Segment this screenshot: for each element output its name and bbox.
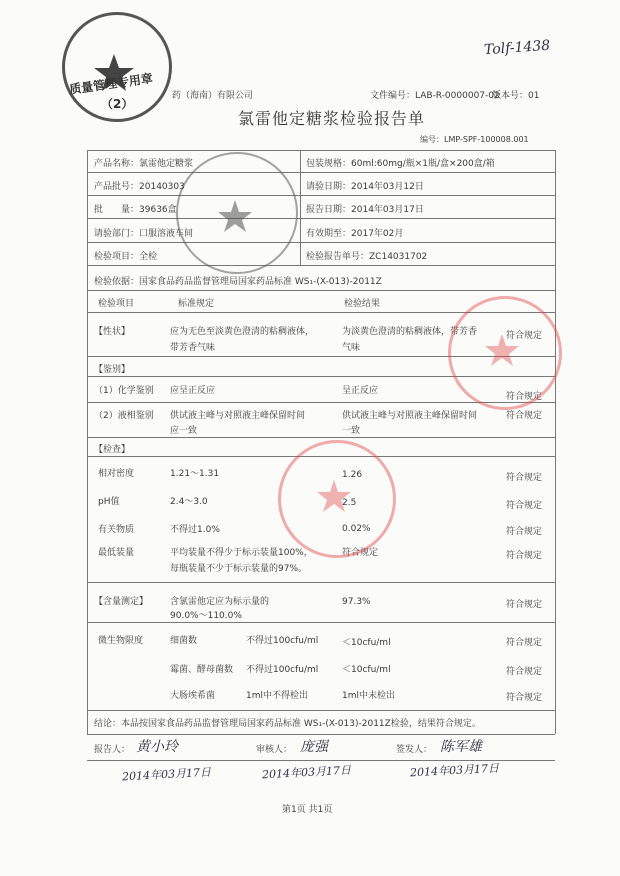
- conclusion-cell: 符合规定: [506, 501, 543, 511]
- qa-stamp: [62, 12, 172, 122]
- conclusion-cell: 符合规定: [506, 411, 543, 421]
- info-label: 请验日期：: [306, 182, 352, 192]
- red-seal-star-icon: [448, 296, 556, 404]
- company-stamp-star-icon: [176, 152, 294, 270]
- table-row: 不得过1.0%: [170, 525, 220, 535]
- version-number: 版本号：01: [492, 91, 540, 101]
- conclusion-cell: 符合规定: [506, 473, 543, 483]
- conclusion-cell: 符合规定: [506, 527, 543, 537]
- section-appearance: 【性状】: [94, 327, 131, 337]
- reviewer-label: 审核人：: [256, 745, 293, 755]
- red-seal-right: [448, 296, 562, 410]
- table-row: ＜10cfu/ml: [342, 665, 391, 675]
- table-row: 0.02%: [342, 524, 371, 534]
- red-seal-center-star-icon: [278, 440, 390, 552]
- table-row: pH值: [98, 497, 120, 507]
- table-row: 微生物限度: [98, 636, 144, 646]
- test-basis: 检验依据：国家食品药品监督管理局国家药品标准 WS₁-(X-013)-2011Z: [94, 277, 382, 287]
- request-department: 口服溶液车间: [139, 229, 194, 239]
- section-assay: 【含量测定】: [94, 597, 149, 607]
- batch-number: 20140303: [139, 182, 185, 192]
- info-label: 检验项目：: [94, 252, 140, 262]
- conclusion-cell: 符合规定: [506, 392, 543, 402]
- info-label: 产品批号：: [94, 182, 140, 192]
- batch-size: 39636盒: [139, 205, 177, 215]
- table-row: 气味: [342, 343, 361, 353]
- table-row: 一致: [342, 426, 361, 436]
- reviewer-date: 2014年03月17日: [261, 763, 352, 782]
- request-date: 2014年03月12日: [351, 182, 424, 192]
- table-row: 为淡黄色澄清的粘稠液体，带芳香: [342, 327, 478, 337]
- table-row: 不得过100cfu/ml: [246, 636, 319, 646]
- company-stamp: [176, 152, 298, 274]
- table-row: （2）液相鉴别: [94, 411, 154, 421]
- table-row: 每瓶装量不少于标示装量的97%。: [170, 564, 308, 574]
- conclusion-text: 结论：本品按国家食品药品监督管理局国家药品标准 WS₁-(X-013)-2011Z检验，结果符合规定。: [94, 719, 481, 729]
- table-row: 带芳香气味: [170, 343, 216, 353]
- table-row: 有关物质: [98, 525, 135, 535]
- col-header-standard: 标准规定: [178, 299, 215, 309]
- table-row: 1.21～1.31: [170, 469, 220, 479]
- col-header-item: 检验项目: [98, 299, 135, 309]
- conclusion-cell: 符合规定: [506, 331, 543, 341]
- table-row: 最低装量: [98, 548, 135, 558]
- stamp-number: （2）: [101, 97, 134, 111]
- table-row: 大肠埃希菌: [170, 691, 216, 701]
- info-label: 产品名称：: [94, 159, 140, 169]
- table-row: 2.5: [342, 498, 357, 508]
- handwritten-mark: Tolf-1438: [483, 37, 551, 59]
- table-row: 应为无色至淡黄色澄清的粘稠液体，: [170, 327, 315, 337]
- section-inspection: 【检查】: [94, 445, 131, 455]
- expiry-date: 2017年02月: [351, 229, 404, 239]
- approver-signature: 陈军雄: [440, 739, 482, 755]
- conclusion-cell: 符合规定: [506, 600, 543, 610]
- conclusion-cell: 符合规定: [506, 693, 543, 703]
- table-row: 霉菌、酵母菌数: [170, 665, 234, 675]
- stamp-text: 质量管理专用章: [68, 71, 154, 97]
- reporter-date: 2014年03月17日: [121, 765, 212, 784]
- test-item: 全检: [139, 252, 158, 262]
- table-row: 不得过100cfu/ml: [246, 665, 319, 675]
- company-name: 药（海南）有限公司: [172, 91, 254, 101]
- table-row: 90.0%～110.0%: [170, 611, 242, 621]
- table-row: 呈正反应: [342, 386, 379, 396]
- conclusion-cell: 符合规定: [506, 667, 543, 677]
- table-row: 应呈正反应: [170, 386, 216, 396]
- table-row: 1.26: [342, 470, 363, 480]
- approver-date: 2014年03月17日: [409, 761, 500, 780]
- package-spec: 60ml:60mg/瓶×1瓶/盒×200盒/箱: [351, 159, 495, 169]
- table-row: 符合规定: [342, 548, 379, 558]
- product-name: 氯雷他定糖浆: [139, 159, 194, 169]
- report-code: 编号：LMP-SPF-100008.001: [420, 135, 529, 144]
- table-row: 应一致: [170, 426, 198, 436]
- conclusion-cell: 符合规定: [506, 551, 543, 561]
- table-row: 含氯雷他定应为标示量的: [170, 597, 270, 607]
- info-label: 包装规格：: [306, 159, 352, 169]
- info-label: 有效期至：: [306, 229, 352, 239]
- red-seal-center: [278, 440, 396, 558]
- approver-label: 签发人：: [396, 745, 433, 755]
- table-row: 相对密度: [98, 469, 135, 479]
- reporter-label: 报告人：: [94, 745, 131, 755]
- table-row: 97.3%: [342, 597, 371, 607]
- table-row: 1ml中未检出: [342, 691, 395, 701]
- table-row: 2.4～3.0: [170, 497, 208, 507]
- file-number: 文件编号：LAB-R-0000007-02: [370, 91, 500, 101]
- info-label: 批 量：: [94, 205, 140, 215]
- table-row: 细菌数: [170, 636, 198, 646]
- table-row: （1）化学鉴别: [94, 386, 154, 396]
- reporter-signature: 黄小玲: [136, 739, 178, 755]
- table-row: 1ml中不得检出: [246, 691, 308, 701]
- section-identification: 【鉴别】: [94, 365, 131, 375]
- table-row: ＜10cfu/ml: [342, 638, 391, 648]
- info-label: 报告日期：: [306, 205, 352, 215]
- info-label: 检验报告单号：: [306, 252, 370, 262]
- col-header-result: 检验结果: [344, 299, 381, 309]
- table-row: 供试液主峰与对照液主峰保留时间: [342, 411, 478, 421]
- conclusion-cell: 符合规定: [506, 638, 543, 648]
- report-number: ZC14031702: [369, 252, 428, 262]
- reviewer-signature: 庞强: [300, 739, 328, 755]
- table-row: 供试液主峰与对照液主峰保留时间: [170, 411, 306, 421]
- table-row: 平均装量不得少于标示装量100%，: [170, 548, 313, 558]
- page-footer: 第1页 共1页: [282, 805, 333, 815]
- page-title: 氯雷他定糖浆检验报告单: [238, 109, 426, 128]
- info-label: 请验部门：: [94, 229, 140, 239]
- report-date: 2014年03月17日: [351, 205, 424, 215]
